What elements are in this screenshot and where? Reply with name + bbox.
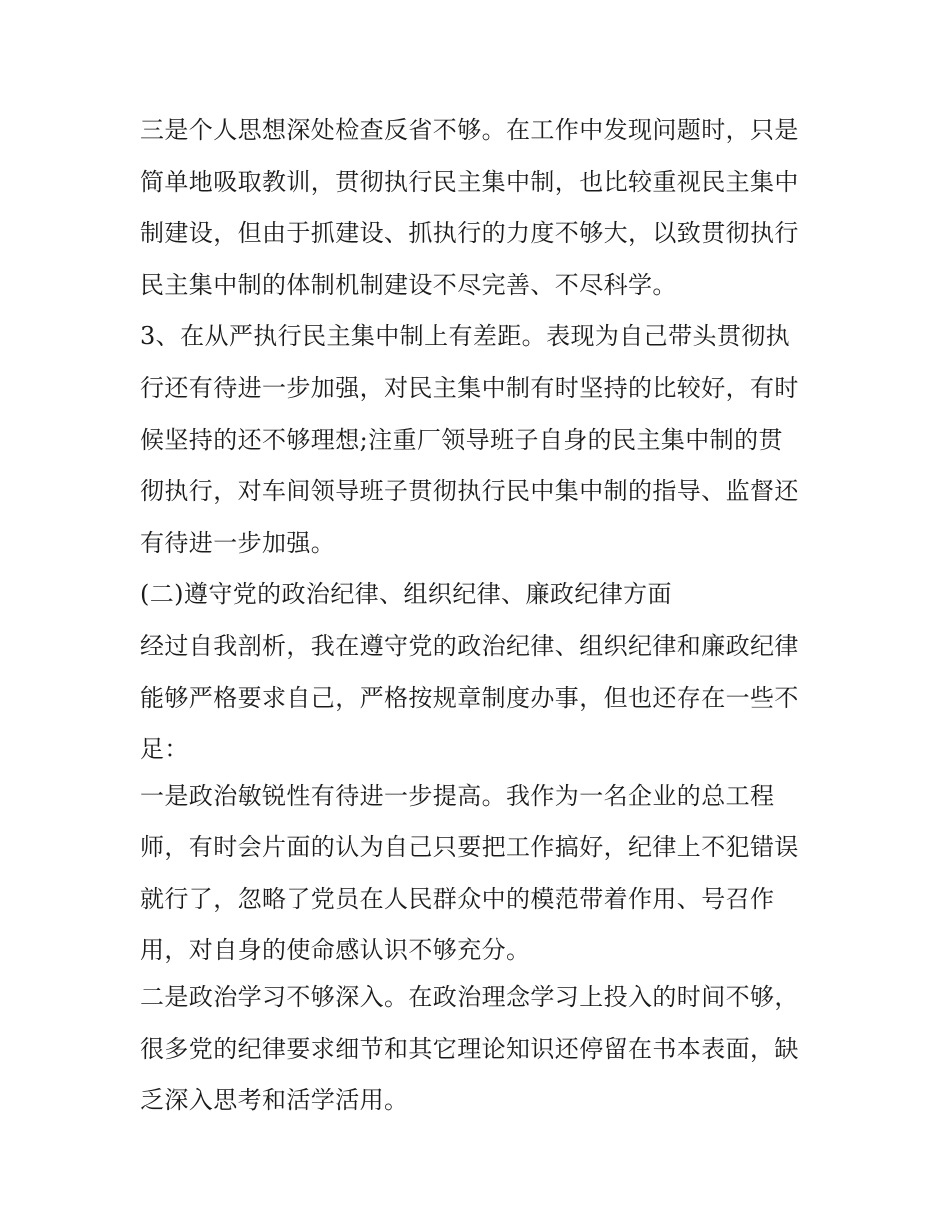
text-line: 能够严格要求自己，严格按规章制度办事，但也还存在一些不	[140, 683, 799, 712]
text-line: 民主集中制的体制机制建设不尽完善、不尽科学。	[140, 270, 677, 299]
text-line: 二是政治学习不够深入。在政治理念学习上投入的时间不够，	[140, 982, 799, 1011]
text-line: 就行了，忽略了党员在人民群众中的模范带着作用、号召作	[140, 884, 775, 913]
text-line: 足：	[140, 735, 189, 764]
text-line: 很多党的纪律要求细节和其它理论知识还停留在书本表面，缺	[140, 1034, 799, 1063]
text-line: 彻执行，对车间领导班子贯彻执行民中集中制的指导、监督还	[140, 477, 799, 506]
text-line: 简单地吸取教训，贯彻执行民主集中制，也比较重视民主集中	[140, 167, 799, 196]
text-line: 师，有时会片面的认为自己只要把工作搞好，纪律上不犯错误	[140, 833, 799, 862]
text-line: 行还有待进一步加强，对民主集中制有时坚持的比较好，有时	[140, 373, 799, 402]
body-text	[140, 105, 820, 1127]
paragraph-self-reflection	[140, 105, 820, 311]
text-line: 候坚持的还不够理想;注重厂领导班子自身的民主集中制的贯	[140, 425, 783, 454]
heading-line: (二)遵守党的政治纪律、组织纪律、廉政纪律方面	[140, 580, 672, 609]
text-line: 制建设，但由于抓建设、抓执行的力度不够大，以致贯彻执行	[140, 219, 799, 248]
section-heading	[140, 569, 820, 621]
text-line: 乏深入思考和活学活用。	[140, 1086, 409, 1115]
text-line: 三是个人思想深处检查反省不够。在工作中发现问题时，只是	[140, 116, 799, 144]
text-line: 有待进一步加强。	[140, 528, 336, 557]
text-line: 3、在从严执行民主集中制上有差距。表现为自己带头贯彻执	[140, 322, 791, 351]
paragraph-democratic-centralism	[140, 311, 820, 569]
text-line: 用，对自身的使命感认识不够充分。	[140, 936, 531, 965]
text-line: 经过自我剖析，我在遵守党的政治纪律、组织纪律和廉政纪律	[140, 631, 799, 660]
paragraph-political-study	[140, 972, 820, 1127]
paragraph-political-sensitivity	[140, 771, 820, 972]
paragraph-self-analysis	[140, 621, 820, 771]
text-line: 一是政治敏锐性有待进一步提高。我作为一名企业的总工程	[140, 781, 775, 810]
